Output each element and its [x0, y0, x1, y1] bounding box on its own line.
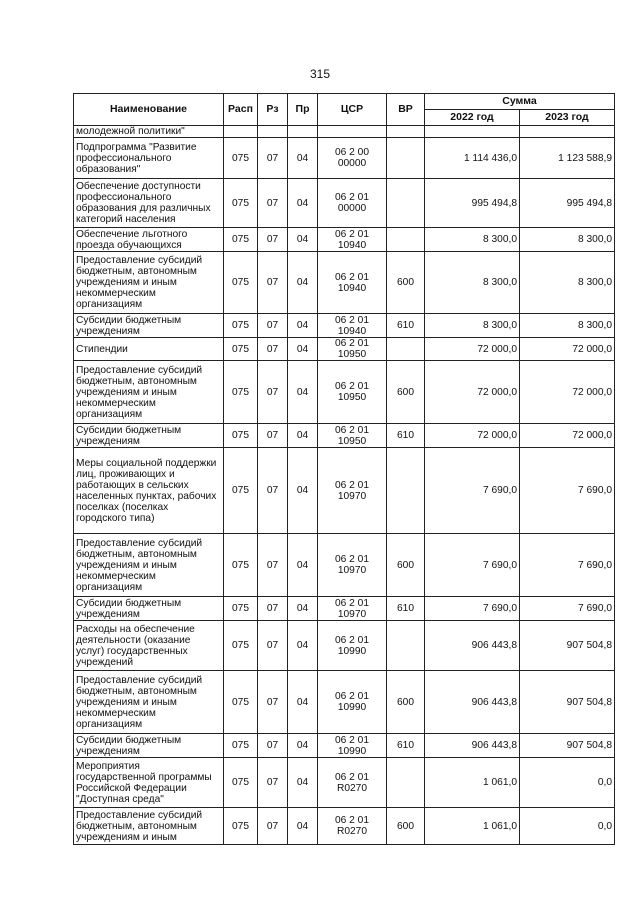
- cell-2022: 1 114 436,0: [425, 138, 520, 179]
- table-row: [74, 138, 615, 179]
- header-sum: Сумма: [425, 94, 615, 110]
- cell-csr: 06 2 01 10970: [318, 534, 387, 597]
- cell-2022: 906 443,8: [425, 671, 520, 734]
- table-row: [74, 534, 615, 597]
- cell-2022: 906 443,8: [425, 734, 520, 758]
- cell-name: Предоставление субсидий бюджетным, автономным учреждениям и иным некоммерческим организациям: [74, 534, 224, 597]
- cell-rasp: 075: [224, 361, 258, 424]
- cell-csr: 06 2 01 10950: [318, 338, 387, 361]
- cell-rz: 07: [258, 808, 288, 845]
- cell-csr: 06 2 01 10940: [318, 314, 387, 338]
- table-row: [74, 621, 615, 671]
- table-row: [74, 448, 615, 534]
- cell-name: Обеспечение льготного проезда обучающихся: [74, 228, 224, 252]
- cell-rz: 07: [258, 448, 288, 534]
- cell-rz: 07: [258, 734, 288, 758]
- cell-csr: 06 2 01 10970: [318, 448, 387, 534]
- cell-rz: 07: [258, 228, 288, 252]
- cell-name: Обеспечение доступности профессионального образования для различных категорий населения: [74, 179, 224, 228]
- cell-csr: 06 2 01 00000: [318, 179, 387, 228]
- budget-table: [73, 93, 615, 845]
- cell-pr: 04: [288, 424, 318, 448]
- cell-csr: 06 2 01 10990: [318, 671, 387, 734]
- cell-rasp: 075: [224, 597, 258, 621]
- cell-pr: 04: [288, 448, 318, 534]
- cell-vr: [387, 228, 425, 252]
- cell-csr: 06 2 01 10990: [318, 734, 387, 758]
- cell-rz: 07: [258, 361, 288, 424]
- cell-rz: 07: [258, 179, 288, 228]
- cell-rz: 07: [258, 534, 288, 597]
- cell-name: Предоставление субсидий бюджетным, автономным учреждениям и иным: [74, 808, 224, 845]
- header-2023: 2023 год: [520, 110, 615, 126]
- cell-rz: 07: [258, 621, 288, 671]
- cell-vr: 610: [387, 314, 425, 338]
- header-rz: Рз: [258, 94, 288, 126]
- cell-name: Предоставление субсидий бюджетным, автономным учреждениям и иным некоммерческим организациям: [74, 252, 224, 314]
- cell-rasp: 075: [224, 424, 258, 448]
- cell-2022: 72 000,0: [425, 361, 520, 424]
- table-row: [74, 228, 615, 252]
- table-row: [74, 179, 615, 228]
- table-row: [74, 758, 615, 808]
- cell-2023: 72 000,0: [520, 338, 615, 361]
- cell-name: Мероприятия государственной программы Российской Федерации "Доступная среда": [74, 758, 224, 808]
- cell-csr: 06 2 01 10940: [318, 252, 387, 314]
- cell-pr: 04: [288, 338, 318, 361]
- cell-2023: 907 504,8: [520, 621, 615, 671]
- table-row: [74, 424, 615, 448]
- cell-2022: 7 690,0: [425, 534, 520, 597]
- cell-rasp: 075: [224, 228, 258, 252]
- cell-pr: 04: [288, 361, 318, 424]
- cell-vr: [387, 138, 425, 179]
- cell-2022: 7 690,0: [425, 597, 520, 621]
- cell-2022: 72 000,0: [425, 338, 520, 361]
- cell-2022: 8 300,0: [425, 252, 520, 314]
- cell-rasp: 075: [224, 621, 258, 671]
- cell-2022: 1 061,0: [425, 808, 520, 845]
- cell-name: Субсидии бюджетным учреждениям: [74, 314, 224, 338]
- cell-rasp: 075: [224, 734, 258, 758]
- cell-2022: 995 494,8: [425, 179, 520, 228]
- cell-pr: 04: [288, 534, 318, 597]
- cell-pr: 04: [288, 179, 318, 228]
- cell-rasp: 075: [224, 448, 258, 534]
- cell-vr: [387, 338, 425, 361]
- cell-rz: 07: [258, 671, 288, 734]
- cell-vr: 600: [387, 671, 425, 734]
- cell-name: Предоставление субсидий бюджетным, автономным учреждениям и иным некоммерческим организациям: [74, 361, 224, 424]
- cell-vr: 600: [387, 808, 425, 845]
- cell-2023: 907 504,8: [520, 734, 615, 758]
- cell-csr: 06 2 01 10970: [318, 597, 387, 621]
- cell-2022: 72 000,0: [425, 424, 520, 448]
- cell-pr: 04: [288, 734, 318, 758]
- cell-rasp: 075: [224, 314, 258, 338]
- cell-name: Подпрограмма "Развитие профессионального образования": [74, 138, 224, 179]
- cell-csr: 06 2 01 10950: [318, 361, 387, 424]
- cell-vr: 600: [387, 252, 425, 314]
- table-row: [74, 361, 615, 424]
- cell-csr: 06 2 01 R0270: [318, 758, 387, 808]
- header-rasp: Расп: [224, 94, 258, 126]
- cell-pr: 04: [288, 228, 318, 252]
- cell-rz: 07: [258, 338, 288, 361]
- cell-rasp: 075: [224, 671, 258, 734]
- cell-2023: 1 123 588,9: [520, 138, 615, 179]
- cell-name: Субсидии бюджетным учреждениям: [74, 424, 224, 448]
- cell-2022: 8 300,0: [425, 314, 520, 338]
- cell-pr: 04: [288, 252, 318, 314]
- cell-vr: [387, 448, 425, 534]
- cell-name: Предоставление субсидий бюджетным, автономным учреждениям и иным некоммерческим организациям: [74, 671, 224, 734]
- table-row: [74, 734, 615, 758]
- cell-2023: 0,0: [520, 808, 615, 845]
- cell-name: молодежной политики": [74, 126, 224, 138]
- cell-csr: 06 2 01 10940: [318, 228, 387, 252]
- cell-vr: [387, 621, 425, 671]
- cell-2023: 8 300,0: [520, 252, 615, 314]
- header-csr: ЦСР: [318, 94, 387, 126]
- cell-vr: 600: [387, 361, 425, 424]
- cell-2023: 0,0: [520, 758, 615, 808]
- cell-rasp: [224, 126, 258, 138]
- cell-rasp: 075: [224, 758, 258, 808]
- cell-2023: 907 504,8: [520, 671, 615, 734]
- cell-2023: 8 300,0: [520, 314, 615, 338]
- cell-name: Субсидии бюджетным учреждениям: [74, 734, 224, 758]
- cell-vr: 610: [387, 597, 425, 621]
- cell-rasp: 075: [224, 138, 258, 179]
- header-name: Наименование: [74, 94, 224, 126]
- cell-2023: [520, 126, 615, 138]
- header-2022: 2022 год: [425, 110, 520, 126]
- cell-2023: 72 000,0: [520, 361, 615, 424]
- cell-2023: 7 690,0: [520, 448, 615, 534]
- cell-pr: 04: [288, 621, 318, 671]
- cell-vr: 600: [387, 534, 425, 597]
- header-vr: ВР: [387, 94, 425, 126]
- table-row: [74, 338, 615, 361]
- cell-rz: 07: [258, 314, 288, 338]
- cell-vr: [387, 179, 425, 228]
- cell-2023: 7 690,0: [520, 597, 615, 621]
- table-row: [74, 314, 615, 338]
- cell-pr: 04: [288, 138, 318, 179]
- table-row: [74, 252, 615, 314]
- cell-name: Субсидии бюджетным учреждениям: [74, 597, 224, 621]
- cell-pr: 04: [288, 808, 318, 845]
- cell-csr: 06 2 00 00000: [318, 138, 387, 179]
- cell-pr: 04: [288, 597, 318, 621]
- cell-pr: 04: [288, 758, 318, 808]
- table-row: [74, 671, 615, 734]
- cell-rz: 07: [258, 138, 288, 179]
- cell-2022: 7 690,0: [425, 448, 520, 534]
- cell-rasp: 075: [224, 338, 258, 361]
- cell-2022: 8 300,0: [425, 228, 520, 252]
- cell-csr: 06 2 01 R0270: [318, 808, 387, 845]
- cell-name: Расходы на обеспечение деятельности (оказание услуг) государственных учреждений: [74, 621, 224, 671]
- cell-2023: 72 000,0: [520, 424, 615, 448]
- cell-vr: [387, 758, 425, 808]
- cell-pr: 04: [288, 314, 318, 338]
- cell-rz: 07: [258, 252, 288, 314]
- cell-csr: 06 2 01 10990: [318, 621, 387, 671]
- cell-pr: 04: [288, 671, 318, 734]
- cell-pr: [288, 126, 318, 138]
- cell-2022: [425, 126, 520, 138]
- cell-rz: 07: [258, 758, 288, 808]
- cell-csr: [318, 126, 387, 138]
- cell-vr: 610: [387, 734, 425, 758]
- table-row: [74, 808, 615, 845]
- page-number: 315: [309, 67, 331, 81]
- cell-rz: 07: [258, 597, 288, 621]
- cell-rasp: 075: [224, 808, 258, 845]
- header-pr: Пр: [288, 94, 318, 126]
- cell-vr: 610: [387, 424, 425, 448]
- cell-name: Меры социальной поддержки лиц, проживающих и работающих в сельских населенных пунктах, рабочих поселках (поселках городского типа): [74, 448, 224, 534]
- cell-vr: [387, 126, 425, 138]
- cell-rz: 07: [258, 424, 288, 448]
- cell-rasp: 075: [224, 534, 258, 597]
- cell-2022: 906 443,8: [425, 621, 520, 671]
- cell-rz: [258, 126, 288, 138]
- cell-2023: 995 494,8: [520, 179, 615, 228]
- cell-csr: 06 2 01 10950: [318, 424, 387, 448]
- cell-2023: 7 690,0: [520, 534, 615, 597]
- cell-name: Стипендии: [74, 338, 224, 361]
- cell-rasp: 075: [224, 179, 258, 228]
- cell-rasp: 075: [224, 252, 258, 314]
- cell-2023: 8 300,0: [520, 228, 615, 252]
- table-body: [74, 126, 615, 845]
- cell-2022: 1 061,0: [425, 758, 520, 808]
- table-row: [74, 126, 615, 138]
- table-row: [74, 597, 615, 621]
